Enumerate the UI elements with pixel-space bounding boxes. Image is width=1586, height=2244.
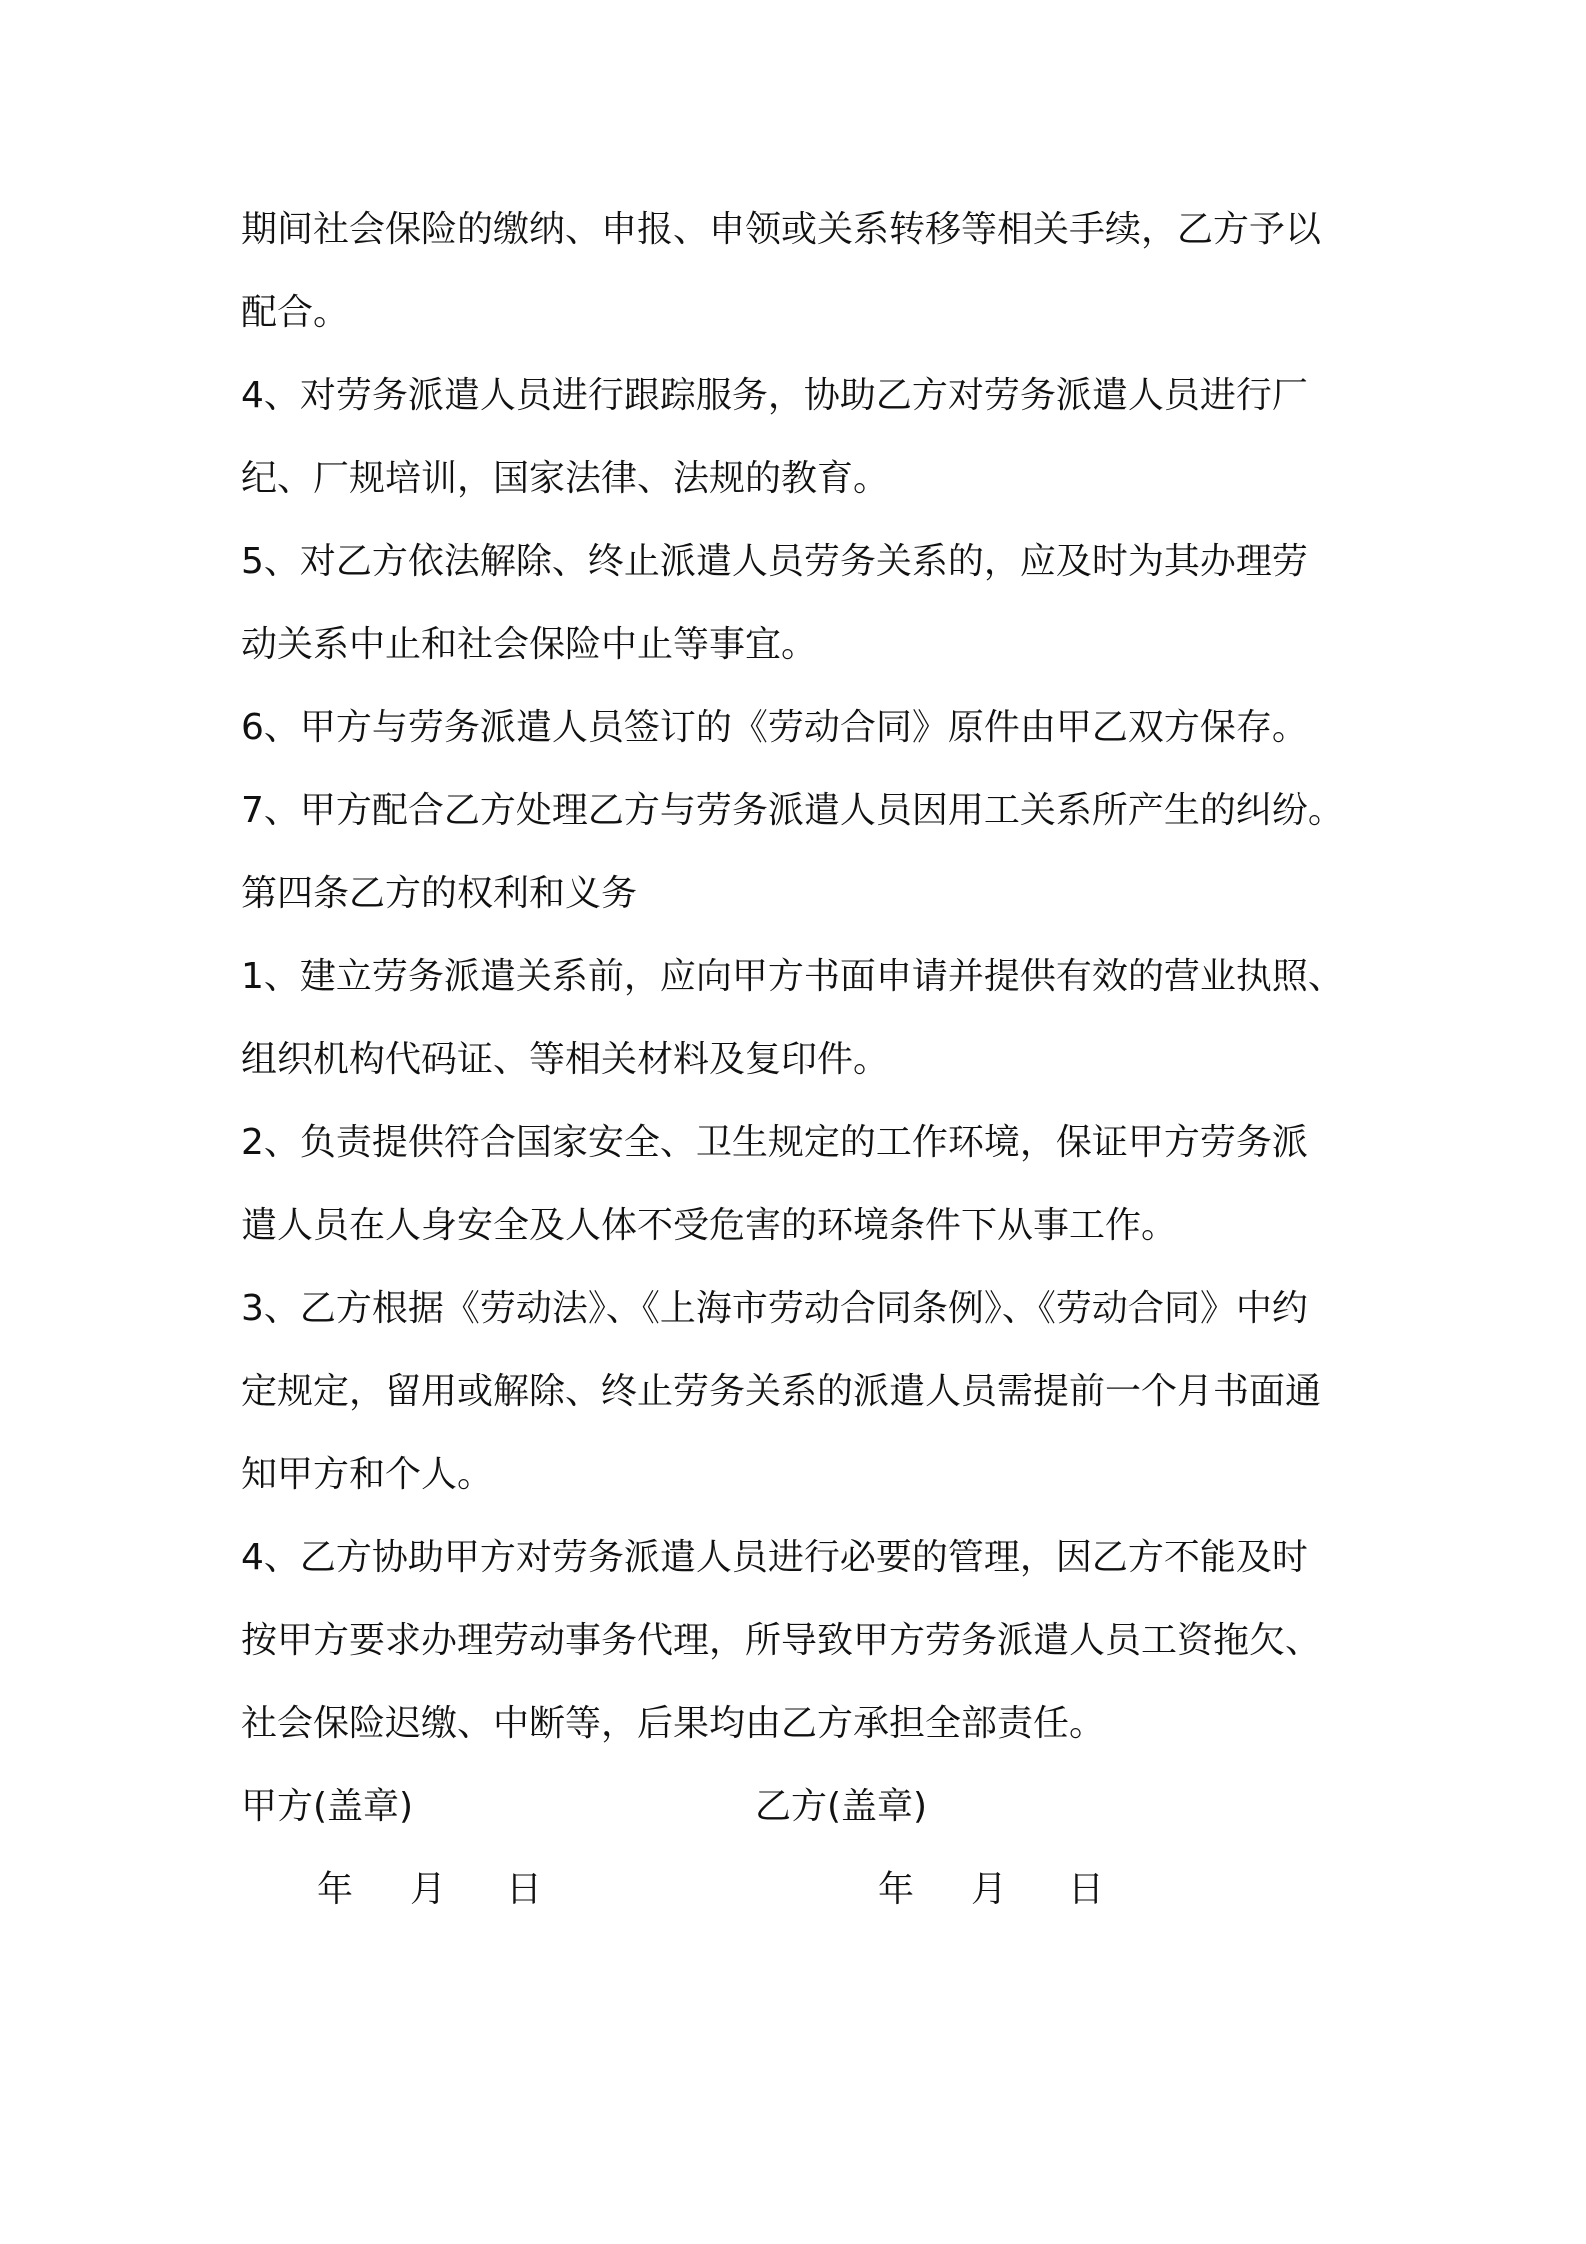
paragraph-line: 组织机构代码证、等相关材料及复印件。	[241, 1039, 890, 1080]
party-b-year-label: 年	[878, 1869, 915, 1910]
paragraph-line: 2、负责提供符合国家安全、卫生规定的工作环境，保证甲方劳务派	[241, 1122, 1308, 1163]
paragraph-line: 社会保险迟缴、中断等，后果均由乙方承担全部责任。	[241, 1703, 1106, 1744]
party-b-month-label: 月	[971, 1869, 1008, 1910]
paragraph-line: 6、甲方与劳务派遣人员签订的《劳动合同》原件由甲乙双方保存。	[241, 707, 1308, 748]
paragraph-line: 4、对劳务派遣人员进行跟踪服务，协助乙方对劳务派遣人员进行厂	[241, 375, 1308, 416]
paragraph-line: 配合。	[241, 292, 350, 333]
paragraph-line: 5、对乙方依法解除、终止派遣人员劳务关系的，应及时为其办理劳	[241, 541, 1308, 582]
paragraph-line: 期间社会保险的缴纳、申报、申领或关系转移等相关手续，乙方予以	[241, 209, 1322, 250]
party-a-month-label: 月	[410, 1869, 447, 1910]
party-a-year-label: 年	[317, 1869, 354, 1910]
paragraph-line: 3、乙方根据《劳动法》、《上海市劳动合同条例》、《劳动合同》中约	[241, 1288, 1308, 1329]
paragraph-line: 按甲方要求办理劳动事务代理，所导致甲方劳务派遣人员工资拖欠、	[241, 1620, 1322, 1661]
paragraph-line: 动关系中止和社会保险中止等事宜。	[241, 624, 818, 665]
paragraph-line: 知甲方和个人。	[241, 1454, 494, 1495]
party-a-day-label: 日	[506, 1869, 543, 1910]
paragraph-line: 7、甲方配合乙方处理乙方与劳务派遣人员因用工关系所产生的纠纷。	[241, 790, 1344, 831]
paragraph-line: 纪、厂规培训，国家法律、法规的教育。	[241, 458, 890, 499]
paragraph-line: 遣人员在人身安全及人体不受危害的环境条件下从事工作。	[241, 1205, 1178, 1246]
party-a-seal-label: 甲方(盖章)	[241, 1786, 414, 1827]
paragraph-line: 1、建立劳务派遣关系前，应向甲方书面申请并提供有效的营业执照、	[241, 956, 1344, 997]
party-b-day-label: 日	[1068, 1869, 1105, 1910]
section-heading: 第四条乙方的权利和义务	[241, 873, 638, 914]
paragraph-line: 定规定，留用或解除、终止劳务关系的派遣人员需提前一个月书面通	[241, 1371, 1322, 1412]
paragraph-line: 4、乙方协助甲方对劳务派遣人员进行必要的管理，因乙方不能及时	[241, 1537, 1308, 1578]
party-b-seal-label: 乙方(盖章)	[755, 1786, 928, 1827]
